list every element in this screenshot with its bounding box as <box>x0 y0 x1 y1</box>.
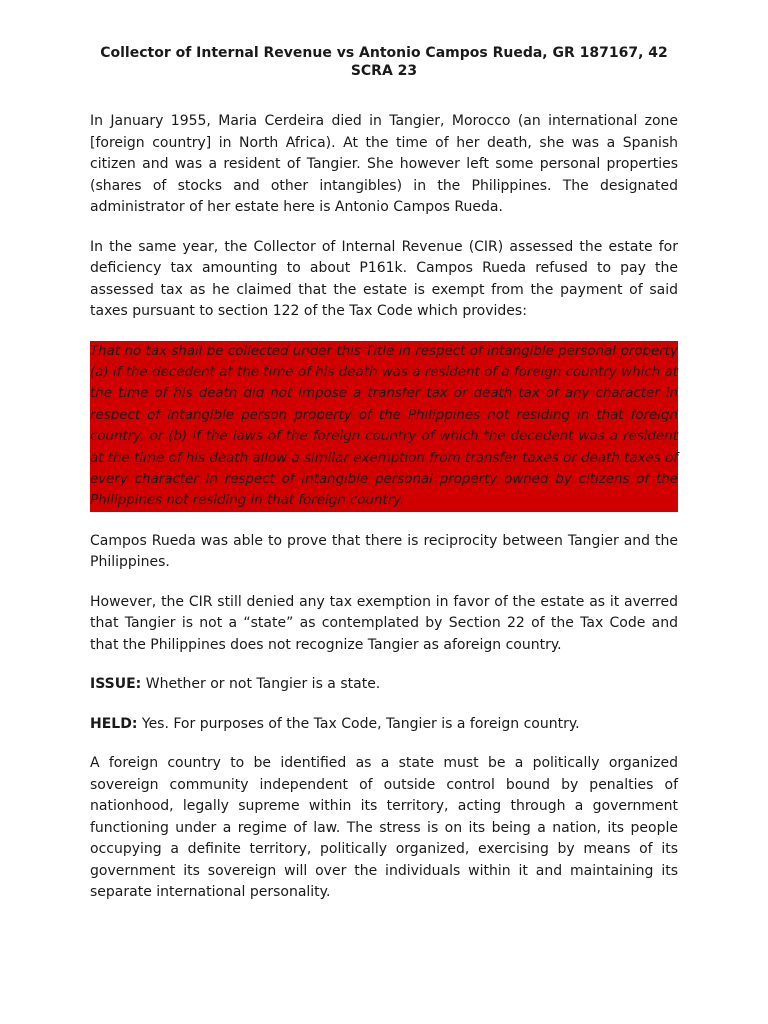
highlighted-tax-code-quote: That no tax shall be collected under this Title in respect of intangible personal property (a) if the decedent at the time of his death was a resident of a foreign country which at the time of his death did not impose a transfer tax or death tax of any character in respect of intangible person property of the Philippines not residing in that foreign country, or (b) if the laws of the foreign country of which the decedent was a resident at the time of his death allow a similar exemption from transfer taxes or death taxes of every character in respect of intangible personal property owned by citizens of the Philippines not residing in that foreign country. <box>90 341 678 512</box>
document-title: Collector of Internal Revenue vs Antonio Campos Rueda, GR 187167, 42 SCRA 23 <box>100 45 668 79</box>
paragraph-cir-denial: However, the CIR still denied any tax exemption in favor of the estate as it averred that Tangier is not a “state” as contemplated by Section 22 of the Tax Code and that the Philippines does not recognize Tangier as aforeign country. <box>90 593 678 653</box>
paragraph-state-definition: A foreign country to be identified as a state must be a politically organized sovereign community independent of outside control bound by penalties of nationhood, legally supreme within its territory, acting through a government functioning under a regime of law. The stress is on its being a nation, its people occupying a definite territory, politically organized, exercising by means of its government its sovereign will over the individuals within it and maintaining its separate international personality. <box>90 755 678 901</box>
held-text: Yes. For purposes of the Tax Code, Tangier is a foreign country. <box>137 715 580 732</box>
issue-line <box>90 674 678 696</box>
paragraph-reciprocity: Campos Rueda was able to prove that there is reciprocity between Tangier and the Philippines. <box>90 532 678 571</box>
paragraph-facts: In January 1955, Maria Cerdeira died in Tangier, Morocco (an international zone [foreign country] in North Africa). At the time of her death, she was a Spanish citizen and was a resident of Tangier. She however left some personal properties (shares of stocks and other intangibles) in the Philippines. The designated administrator of her estate here is Antonio Campos Rueda. <box>90 113 678 215</box>
held-label: HELD: <box>90 715 138 732</box>
issue-label: ISSUE: <box>90 676 142 693</box>
paragraph-assessment: In the same year, the Collector of Internal Revenue (CIR) assessed the estate for deficiency tax amounting to about P161k. Campos Rueda refused to pay the assessed tax as he claimed that the estate is exempt from the payment of said taxes pursuant to section 122 of the Tax Code which provides: <box>90 238 678 319</box>
held-line <box>90 714 678 736</box>
issue-text: Whether or not Tangier is a state. <box>141 676 381 693</box>
